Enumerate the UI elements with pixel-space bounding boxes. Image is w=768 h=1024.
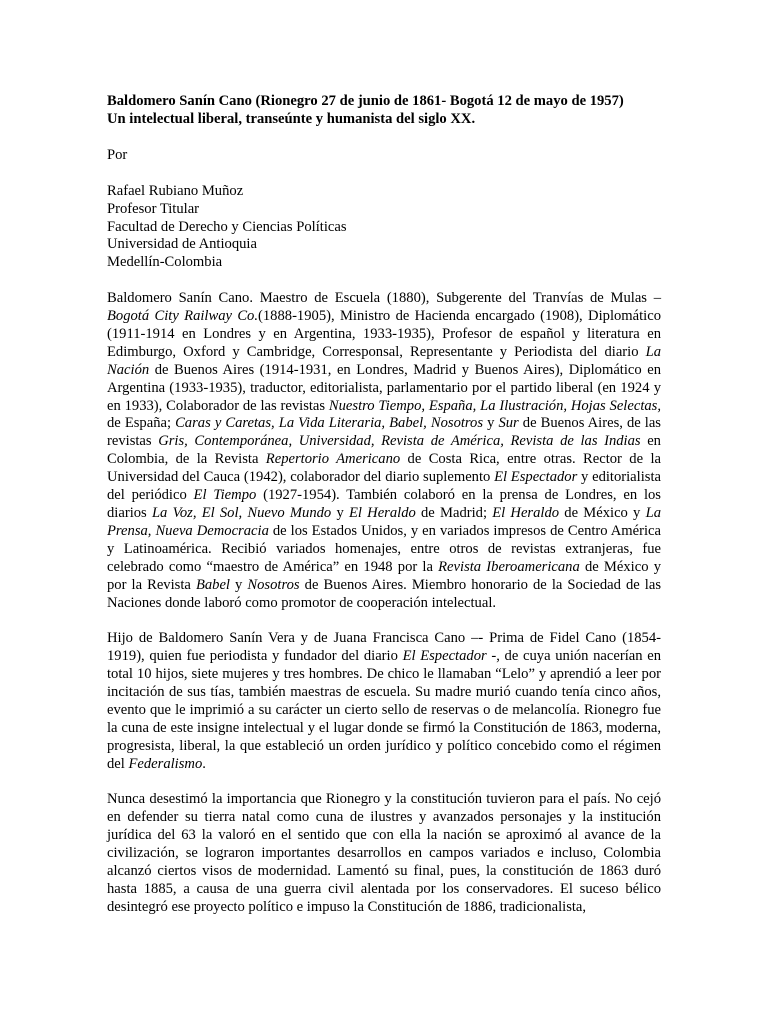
author-city: Medellín-Colombia [107, 254, 223, 271]
italic-run: La Nación [107, 343, 661, 378]
document-page [107, 93, 661, 917]
text-run: y editorialista del periódico [107, 469, 661, 504]
italic-run: Nuestro Tiempo, España, La Ilustración, Hojas Selectas, [328, 397, 661, 414]
text-run: y [331, 505, 349, 522]
italic-run: Nosotros [247, 576, 300, 593]
italic-run: Federalismo [128, 755, 203, 772]
author-faculty: Facultad de Derecho y Ciencias Políticas [107, 218, 347, 235]
text-run: de los Estados Unidos, y en variados impresos de Centro América y Latinoamérica. Recibió variados homenajes, entre otros de revistas extranjeras, fue celebrado como “maestro de América” en 1948 por la [107, 522, 662, 575]
text-run: de México y [559, 505, 646, 522]
text-run: de Buenos Aires, de las revistas [107, 415, 661, 450]
italic-run: La Voz, El Sol, Nuevo Mundo [151, 505, 332, 522]
italic-run: Babel [195, 576, 230, 593]
text-run: -, de cuya unión nacerían en total 10 hijos, siete mujeres y tres hombres. De chico le llamaban “Lelo” y aprendió a leer por incitación de sus tías, también maestras de escuela. Su madre murió cuando tenía cinco años, evento que le imprimió a su carácter un cierto sello de reservas o de melancolía. Rionegro fue la cuna de este insigne intelectual y el lugar donde se firmó la Constitución de 1863, moderna, progresista, liberal, la que estableció un orden jurídico y político concebido como el régimen del [107, 648, 662, 772]
text-run: de Madrid; [415, 505, 493, 522]
italic-run: El Espectador [402, 648, 487, 665]
italic-run: Bogotá City Railway Co. [107, 308, 259, 325]
text-run: de Costa Rica, entre otras. Rector de la Universidad del Cauca (1942), colaborador del diario suplemento [107, 451, 661, 486]
text-run: (1888-1905), Ministro de Hacienda encargado (1908), Diplomático (1911-1914 en Londres y en Argentina, 1933-1935), Profesor de español y literatura en Edimburgo, Oxford y Cambridge, Corresponsal, Representante y Periodista del diario [107, 308, 662, 360]
italic-run: El Tiempo [193, 487, 257, 504]
italic-run: El Heraldo [348, 505, 416, 522]
text-run: y [229, 576, 248, 593]
italic-run: Repertorio Americano [265, 451, 401, 468]
document-title-line-1: Baldomero Sanín Cano (Rionegro 27 de junio de 1861- Bogotá 12 de mayo de 1957) [107, 93, 624, 109]
italic-run: El Heraldo [492, 505, 560, 522]
italic-run: Gris, Contemporánea, Universidad, Revista de América, Revista de las Indias [158, 433, 641, 450]
italic-run: El Espectador [494, 469, 578, 486]
paragraph-2 [107, 630, 661, 773]
spacer [107, 612, 661, 630]
text-run: (1927-1954). También colaboró en la prensa de Londres, en los diarios [107, 487, 661, 522]
spacer [107, 774, 661, 792]
text-run: y [483, 415, 499, 432]
text-run: de México y por la Revista [107, 558, 661, 593]
italic-run: La Prensa, Nueva Democracia [107, 505, 661, 539]
byline-por: Por [107, 146, 128, 163]
spacer [107, 165, 661, 183]
document-title-line-2: Un intelectual liberal, transeúnte y humanista del siglo XX. [107, 110, 476, 127]
text-run: en Colombia, de la Revista [107, 433, 661, 468]
italic-run: Sur [498, 415, 519, 432]
text-run: Baldomero Sanín Cano. Maestro de Escuela (1880), Subgerente del Tranvías de Mulas – [107, 290, 661, 307]
author-name: Rafael Rubiano Muñoz [107, 182, 244, 199]
text-run: de España; [107, 415, 176, 432]
italic-run: Revista Iberoamericana [438, 558, 580, 575]
spacer [107, 272, 661, 290]
text-run: Nunca desestimó la importancia que Rionegro y la constitución tuvieron para el país. No cejó en defender su tierra natal como cuna de ilustres y avanzados personajes y la institución jurídica del 63 la valoró en el sentido que con ella la nación se aproximó al avance de la civilización, se lograron importantes desarrollos en campos variados e incluso, Colombia alcanzó ciertos visos de modernidad. Lamentó su final, pues, la constitución de 1863 duró hasta 1885, a causa de una guerra civil alentada por los conservadores. El suceso bélico desintegró ese proyecto político e impuso la Constitución de 1886, tradicionalista, [107, 791, 661, 915]
text-run: . [202, 755, 206, 772]
paragraph-3 [107, 791, 661, 916]
italic-run: Caras y Caretas, La Vida Literaria, Babel, Nosotros [175, 415, 484, 432]
text-run: Hijo de Baldomero Sanín Vera y de Juana Francisca Cano –- Prima de Fidel Cano (1854-1919), quien fue periodista y fundador del diario [107, 630, 661, 665]
text-run: de Buenos Aires. Miembro honorario de la Sociedad de las Naciones donde laboró como promotor de cooperación intelectual. [107, 576, 662, 611]
text-run: de Buenos Aires (1914-1931, en Londres, Madrid y Buenos Aires), Diplomático en Argentina (1933-1935), traductor, editorialista, parlamentario por el partido liberal (en 1924 y en 1933), Colaborador de las revistas [107, 361, 661, 414]
author-position: Profesor Titular [107, 200, 200, 217]
author-university: Universidad de Antioquia [107, 236, 257, 253]
paragraph-1 [107, 290, 661, 612]
spacer [107, 129, 661, 147]
